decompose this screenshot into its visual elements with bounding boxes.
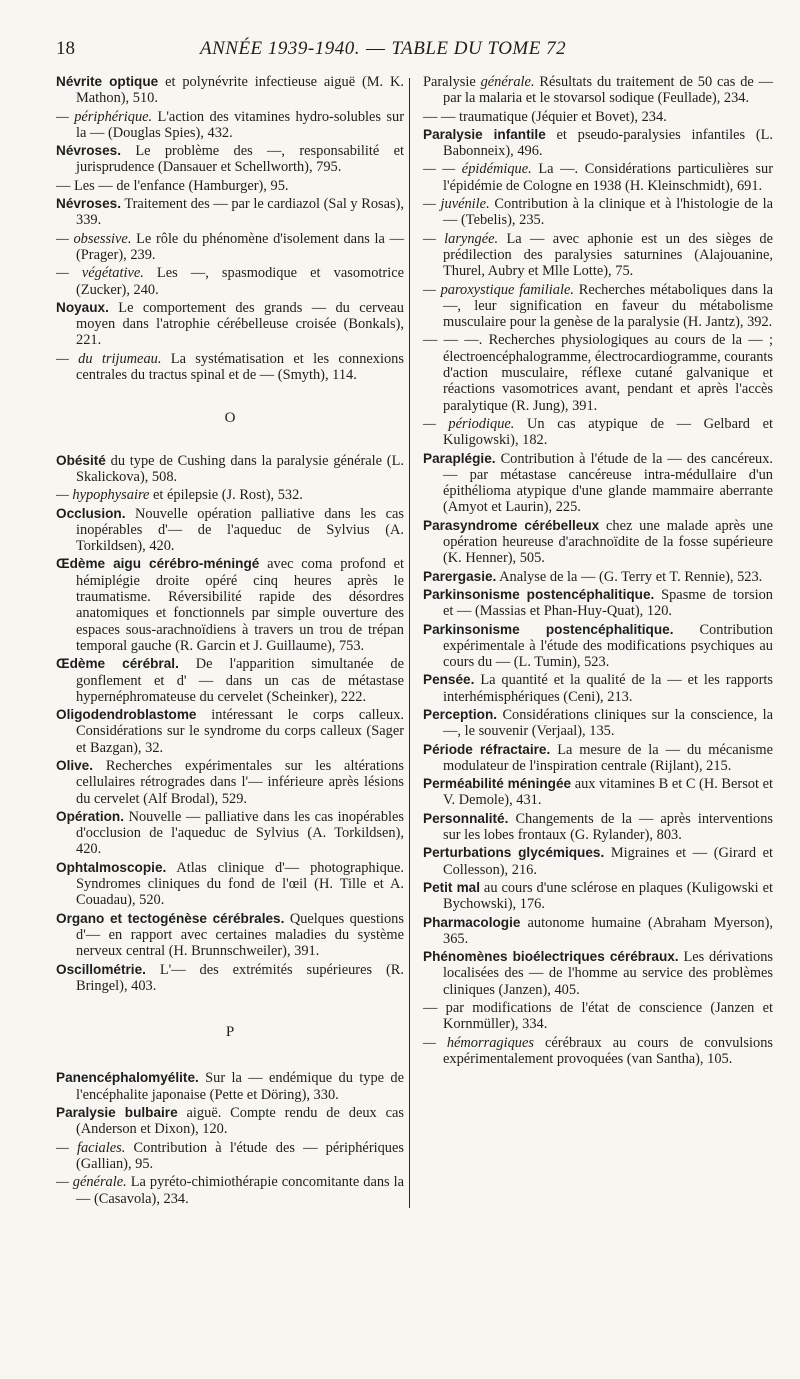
entry-term: Noyaux. [56, 299, 109, 315]
index-entry [423, 231, 773, 280]
entry-term: Œdème cérébral. [56, 656, 179, 672]
entry-text: Nouvelle opération palliative dans les cas inopérables d'— de l'aqueduc de Sylvius (A. Torkildsen), 420. [76, 505, 404, 555]
page-header [0, 38, 800, 66]
index-entry [423, 196, 773, 229]
entry-text: Les —, spasmodique et vasomotrice (Zucker), 240. [76, 265, 404, 298]
entry-text: Contribution à la clinique et à l'histologie de la — (Tebelis), 235. [443, 196, 773, 229]
index-entry [423, 672, 773, 705]
entry-text: Un cas atypique de — Gelbard et Kuligowski), 182. [443, 415, 773, 449]
running-title [200, 38, 566, 60]
left-column [56, 74, 404, 1209]
entry-text: Résultats du traitement de 50 cas de — par la malaria et le stovarsol sodique (Feullade), 234. [443, 74, 773, 107]
index-entry [56, 487, 404, 503]
entry-term: Paralysie infantile [423, 126, 546, 142]
entries-p [56, 1070, 404, 1206]
entry-term: Panencéphalomyélite. [56, 1070, 199, 1086]
entry-text: et pseudo-paralysies infantiles (L. Babonneix), 496. [443, 126, 773, 160]
entry-term: Olive. [56, 757, 94, 773]
entry-text: Traitement des — par le cardiazol (Sal y Rosas), 339. [76, 196, 404, 229]
index-entry [56, 911, 404, 960]
entry-subterm: — végétative. [56, 265, 144, 282]
entry-term: Obésité [56, 452, 106, 468]
entry-term: Névroses. [56, 196, 121, 212]
index-entry [56, 1070, 404, 1103]
index-entry [56, 656, 404, 705]
entry-text: La pyréto-chimiothérapie concomitante dans la — (Casavola), 234. [76, 1174, 404, 1207]
entry-text: La — avec aphonie est un des sièges de prédilection des paralysies saturnines (Alajouanine, Thurel, Aubry et Mlle Lotte), 75. [443, 230, 773, 280]
index-entry [423, 1000, 773, 1033]
entry-term: Parasyndrome cérébelleux [423, 517, 600, 533]
entry-text: du type de Cushing dans la paralysie générale (L. Skalickova), 508. [76, 452, 404, 485]
index-entry [423, 949, 773, 998]
entries-p-continued [423, 74, 773, 1067]
entry-subterm: — du trijumeau. [56, 350, 162, 367]
section-letter-p: P [225, 1024, 235, 1041]
entries-n [56, 74, 404, 383]
index-entry [56, 300, 404, 349]
entry-term: Oligodendroblastome [56, 707, 197, 723]
entry-text: chez une malade après une opération heureuse d'arachnoïdite de la fosse supérieure (K. Henner), 505. [443, 517, 773, 567]
index-entry [56, 351, 404, 384]
index-entry [423, 1035, 773, 1068]
entry-text: Le comportement des grands — du cerveau moyen dans l'atrophie cérébelleuse croisée (Bonkals), 221. [76, 299, 404, 349]
entry-term: Pensée. [423, 672, 475, 688]
index-entry [423, 811, 773, 844]
running-title-right: TABLE DU TOME 72 [391, 38, 567, 59]
index-entry [56, 196, 404, 229]
entry-text: aux vitamines B et C (H. Bersot et V. Demole), 431. [443, 776, 773, 809]
index-entry [56, 265, 404, 298]
entry-text: De l'apparition simultanée de gonflement et d' — dans un cas de métastase hypernéphromateuse du cervelet (Scheinker), 222. [76, 656, 404, 705]
index-entry [56, 506, 404, 555]
entry-subterm: — faciales. [56, 1139, 126, 1156]
entry-term: Période réfractaire. [423, 741, 551, 757]
entry-term: Organo et tectogénèse cérébrales. [56, 910, 285, 926]
entry-subterm: — hémorragiques [423, 1034, 534, 1051]
index-entry [423, 622, 773, 671]
entry-text: Analyse de la — (G. Terry et T. Rennie), 523. [496, 568, 763, 585]
index-entry [56, 758, 404, 807]
entry-term: Phénomènes bioélectriques cérébraux. [423, 949, 679, 965]
entry-text: L'action des vitamines hydro-solubles sur la — (Douglas Spies), 432. [76, 108, 404, 141]
entry-text: La quantité et la qualité de la — et les rapports interhémisphériques (Ceni), 213. [443, 672, 773, 705]
entry-text: — par modifications de l'état de conscience (Janzen et Kornmüller), 334. [423, 1000, 773, 1033]
index-entry [56, 962, 404, 995]
entry-text: L'— des extrémités supérieures (R. Bringel), 403. [76, 961, 404, 994]
index-entry [423, 707, 773, 740]
entry-term: Occlusion. [56, 505, 126, 521]
entry-text: Atlas clinique d'— photographique. Syndromes cliniques du fond de l'œil (H. Tille et A. Couadau), 520. [76, 859, 404, 909]
entry-text: — Les — de l'enfance (Hamburger), 95. [56, 177, 289, 194]
entry-text: Migraines et — (Girard et Collesson), 216. [443, 845, 773, 878]
index-entry [56, 109, 404, 142]
entry-text: Contribution à l'étude de la — des cancéreux. — par métastase cancéreuse intra-médullaire d'un épithélioma atypique d'une glande mammaire aberrante (Amyot et Laurin), 225. [443, 450, 773, 516]
entry-text: Considérations cliniques sur la conscience, la —, le souvenir (Verjaal), 135. [443, 706, 773, 740]
index-entry [56, 1105, 404, 1138]
index-entry [56, 556, 404, 654]
page-number: 18 [56, 38, 75, 59]
index-entry [56, 707, 404, 756]
index-entry [56, 809, 404, 858]
index-entry [423, 587, 773, 620]
running-title-left: ANNÉE 1939-1940. [200, 38, 360, 59]
entry-text: Changements de la — après interventions sur les lobes frontaux (G. Rylander), 803. [443, 810, 773, 844]
index-entry [423, 915, 773, 948]
running-title-separator: — [366, 38, 386, 59]
entry-text: La systématisation et les connexions centrales du tractus spinal et de — (Smyth), 114. [76, 350, 404, 384]
entry-term: Petit mal [423, 879, 480, 895]
index-entry [423, 161, 773, 194]
entries-o [56, 453, 404, 995]
entry-text: Le rôle du phénomène d'isolement dans la — (Prager), 239. [76, 230, 404, 263]
entry-term: Ophtalmoscopie. [56, 859, 167, 875]
index-entry [423, 845, 773, 878]
section-letter-o: O [224, 410, 236, 427]
index-entry [423, 776, 773, 809]
entry-text: Sur la — endémique du type de l'encéphalite japonaise (Pette et Döring), 330. [76, 1070, 404, 1103]
index-entry [423, 127, 773, 160]
entry-term: Paraplégie. [423, 450, 496, 466]
entry-subterm: — laryngée. [423, 230, 499, 247]
entry-text: avec coma profond et hémiplégie droite opéré cinq heures après le traumatisme. Réversibilité rapide des désordres anatomiques et fonctionnels par simple ouverture des espaces sous-arachnoïdiens à travers un trou de trépan temporal gauche (R. Garcin et J. Guillaume), 753. [76, 556, 404, 654]
entry-subterm: — périodique. [423, 415, 515, 432]
entry-subterm: — périphérique. [56, 108, 153, 125]
index-entry [56, 1140, 404, 1173]
entry-term: Parkinsonisme postencéphalitique. [423, 586, 655, 602]
entry-text: La mesure de la — du mécanisme modulateur de l'inspiration centrale (Rijlant), 215. [443, 741, 773, 774]
entry-subterm: générale. [480, 74, 535, 90]
entry-term: Parkinsonisme postencéphalitique. [423, 621, 674, 637]
index-entry [423, 109, 773, 125]
entry-term: Œdème aigu cérébro-méningé [56, 556, 260, 572]
entry-term: Perturbations glycémiques. [423, 845, 605, 861]
entry-text: Recherches expérimentales sur les altérations cellulaires rétrogrades dans l'— inférieure après lésions du cervelet (Alf Brodal), 529. [76, 757, 404, 807]
index-entry [423, 282, 773, 331]
entry-term: Névroses. [56, 143, 121, 159]
index-entry [56, 231, 404, 264]
entry-subterm: — juvénile. [423, 196, 490, 213]
index-entry [56, 860, 404, 909]
entry-text: Recherches métaboliques dans la —, leur signification en faveur du métabolisme musculaire pour la genèse de la paralysie (H. Jantz), 392. [443, 281, 773, 331]
entry-term: Parergasie. [423, 568, 497, 584]
entry-term: Névrite optique [56, 74, 159, 89]
entry-subterm: — obsessive. [56, 230, 132, 247]
entry-subterm: — paroxystique familiale. [423, 281, 574, 298]
index-entry [56, 178, 404, 194]
entry-text: — — —. Recherches physiologiques au cours de la — ; électroencéphalogramme, électrocardiogramme, courants d'action musculaire, réflexe cutané galvanique et réactions vasomotrices avant, pendant et après l'accès paralytique (R. Jung), 391. [423, 332, 774, 414]
index-entry [423, 880, 773, 913]
index-entry [56, 74, 404, 107]
index-entry [423, 742, 773, 775]
entry-term: Personnalité. [423, 810, 509, 826]
entry-text: autonome humaine (Abraham Myerson), 365. [443, 914, 773, 947]
entry-text: — — traumatique (Jéquier et Bovet), 234. [423, 108, 667, 125]
entry-text: Spasme de torsion et — (Massias et Phan-Huy-Quat), 120. [443, 586, 773, 620]
entry-text: Nouvelle — palliative dans les cas inopérables d'occlusion de l'aqueduc de Sylvius (A. Torkildsen), 420. [76, 808, 404, 858]
entry-term: Perméabilité méningée [423, 776, 572, 792]
right-column [423, 74, 773, 1069]
entry-term: Paralysie bulbaire [56, 1105, 178, 1121]
entry-term: Oscillométrie. [56, 961, 146, 977]
entry-text: La —. Considérations particulières sur l'épidémie de Cologne en 1938 (H. Kleinschmidt), 691. [443, 161, 774, 194]
entry-text: intéressant le corps calleux. Considérations sur le syndrome du corps calleux (Sager et Bazgan), 32. [76, 707, 404, 756]
entry-text: Contribution à l'étude des — périphériques (Gallian), 95. [76, 1139, 404, 1172]
index-entry [423, 332, 773, 413]
entry-subterm: — — épidémique. [423, 161, 532, 178]
index-entry [56, 453, 404, 486]
index-entry [423, 518, 773, 567]
entry-subterm: — générale. [56, 1174, 127, 1191]
column-divider [409, 78, 410, 1208]
index-entry [56, 143, 404, 176]
index-entry [56, 1174, 404, 1207]
entry-text: cérébraux au cours de convulsions expérimentalement provoquées (van Santha), 105. [443, 1034, 773, 1067]
entry-text: et épilepsie (J. Rost), 532. [149, 487, 303, 504]
index-entry [423, 416, 773, 449]
index-entry [423, 569, 773, 585]
entry-text: Paralysie [423, 74, 481, 90]
entry-subterm: — hypophysaire [56, 487, 150, 504]
entry-term: Pharmacologie [423, 914, 521, 930]
entry-text: Contribution expérimentale à l'étude des modifications psychiques au cours du — (L. Tumin), 523. [443, 621, 774, 671]
entry-text: Quelques questions d'— en rapport avec certaines maladies du système nerveux central (H. Brunnschweiler), 391. [76, 910, 404, 960]
entry-text: Le problème des —, responsabilité et jurisprudence (Dansauer et Schellworth), 795. [76, 143, 404, 176]
entry-text: aiguë. Compte rendu de deux cas (Anderson et Dixon), 120. [76, 1105, 404, 1138]
entry-term: Perception. [423, 706, 498, 722]
entry-text: Les dérivations localisées des — de l'homme au service des problèmes cliniques (Janzen), 405. [443, 949, 774, 998]
entry-text: au cours d'une sclérose en plaques (Kuligowski et Bychowski), 176. [443, 879, 773, 913]
index-entry [423, 451, 773, 516]
entry-term: Opération. [56, 808, 124, 824]
index-entry [423, 74, 773, 107]
entry-text: et polynévrite infectieuse aiguë (M. K. Mathon), 510. [76, 74, 404, 107]
